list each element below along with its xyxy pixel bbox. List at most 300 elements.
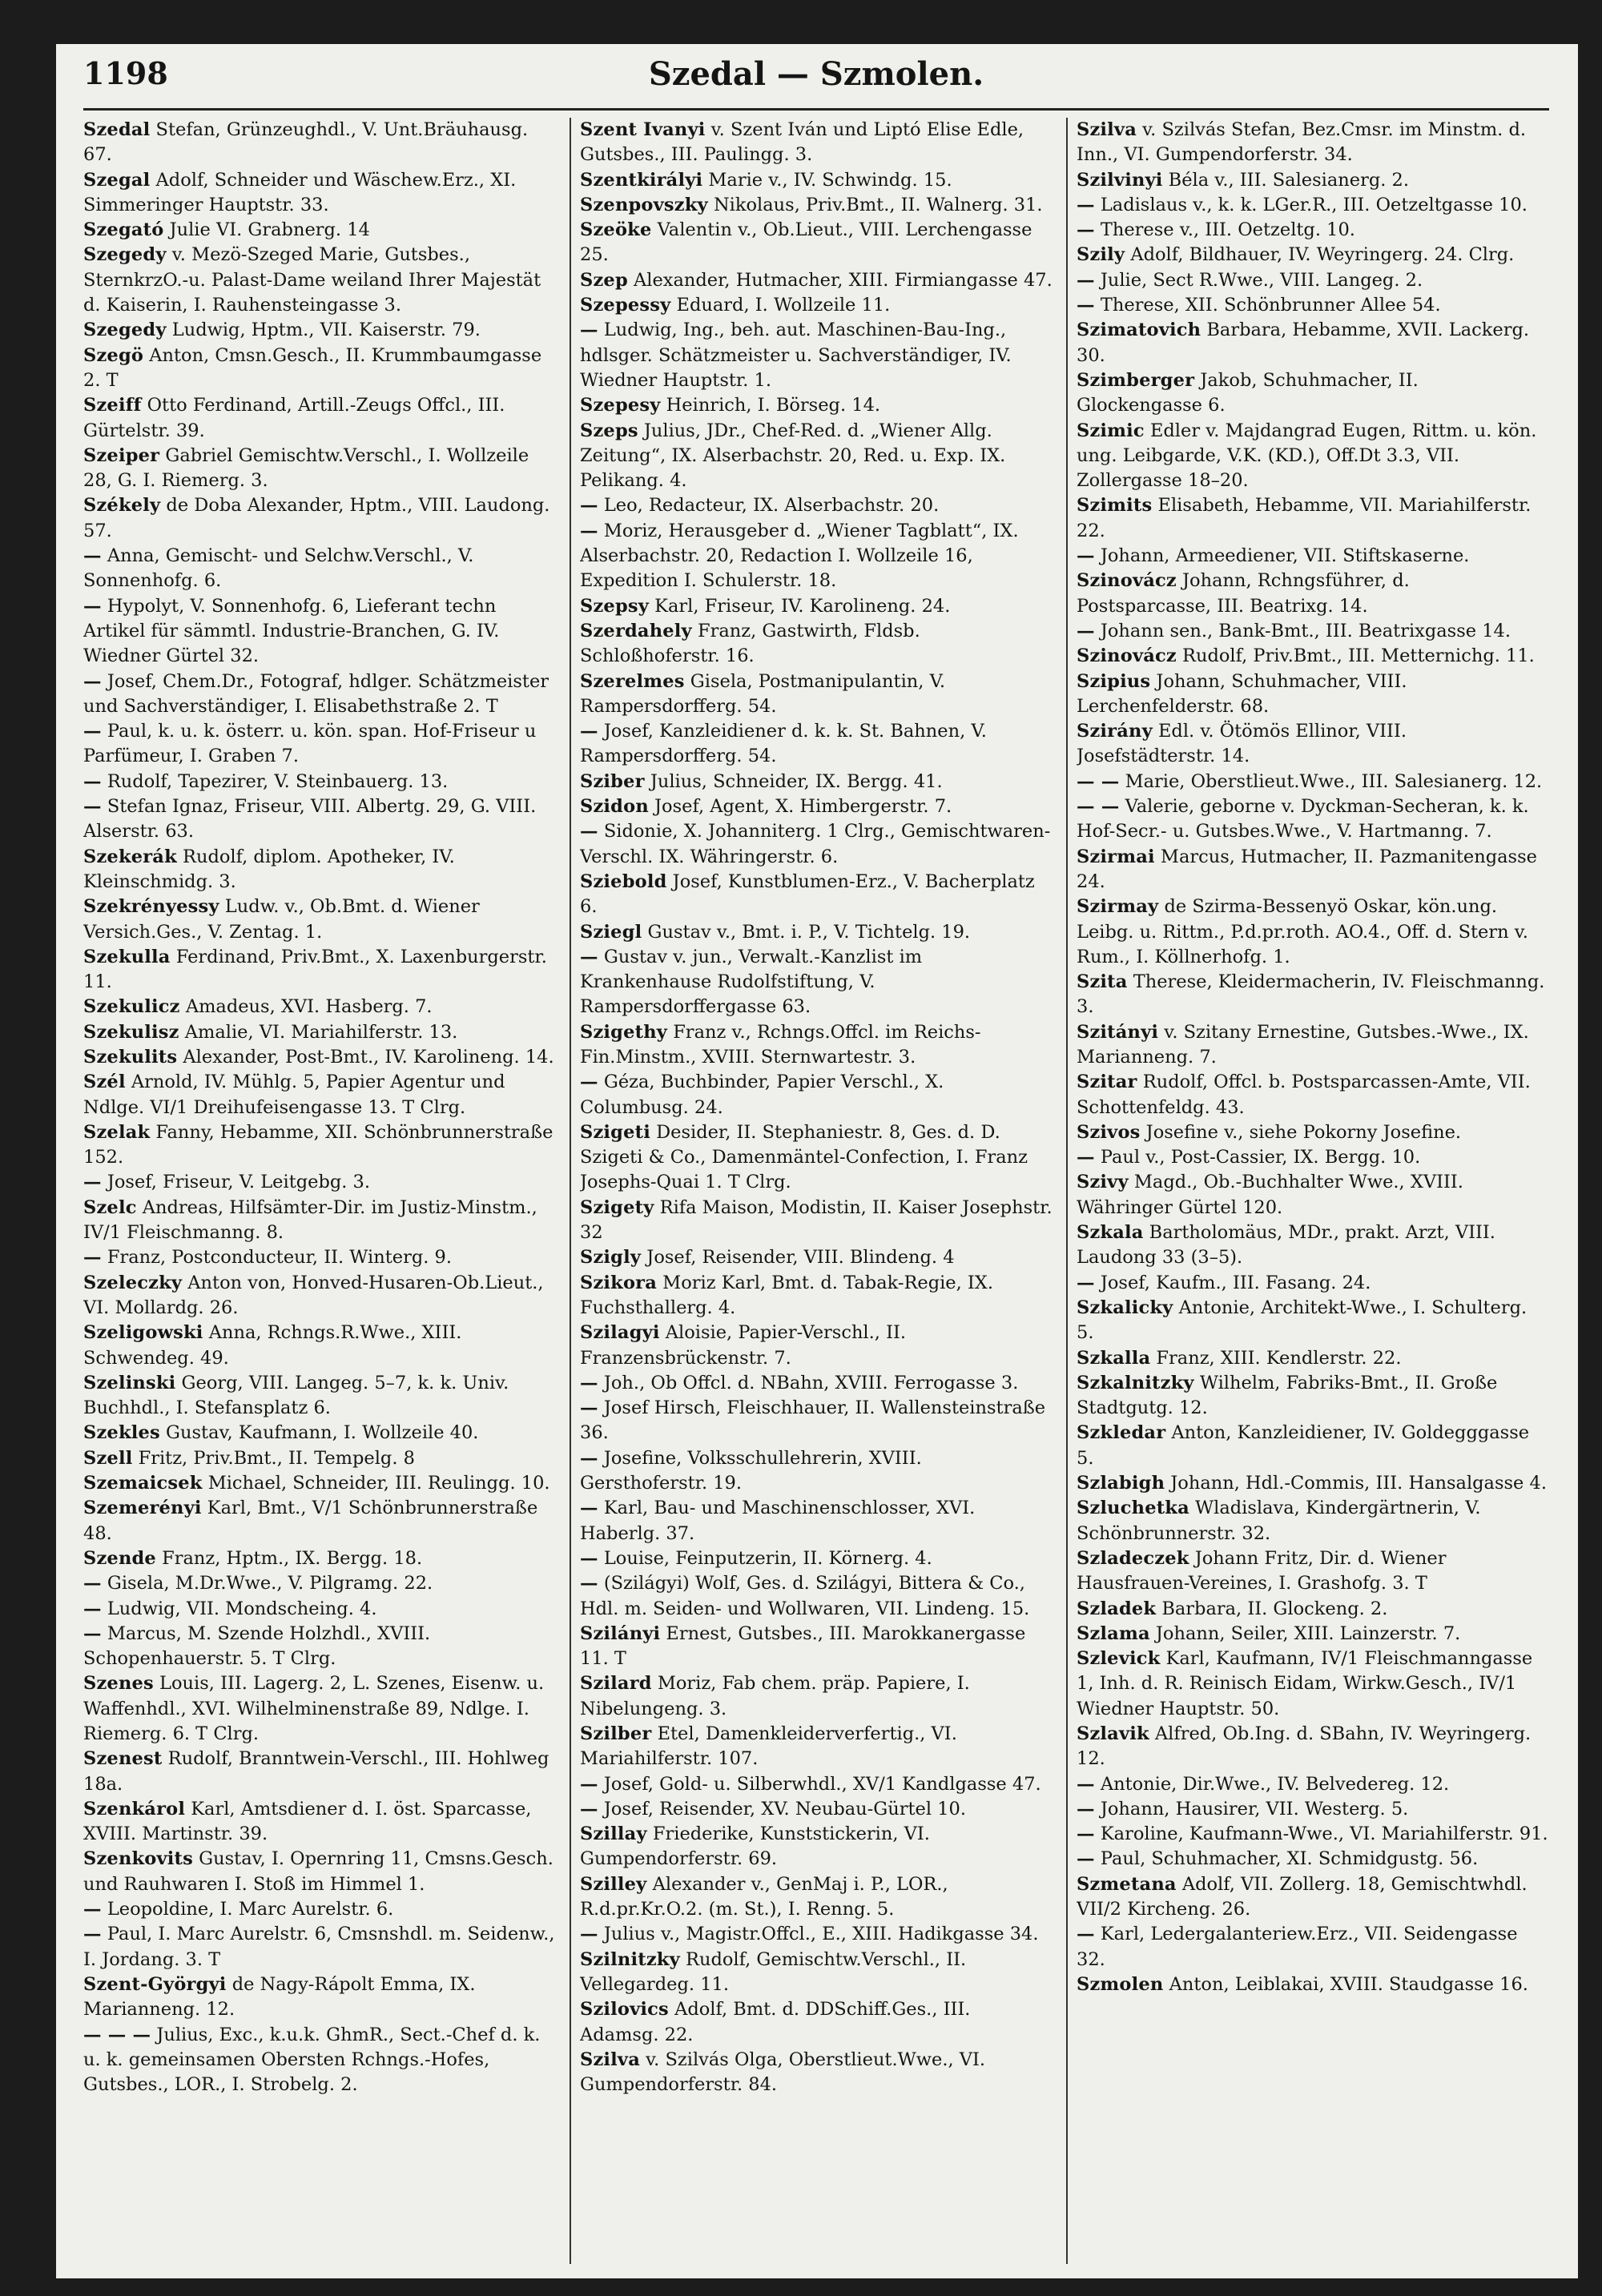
entry-surname: — [1077, 1924, 1095, 1945]
directory-entry [1077, 1972, 1549, 1997]
directory-entry [580, 870, 1053, 920]
directory-entry [1077, 1872, 1549, 1923]
entry-details: Gustav v. jun., Verwalt.-Kanzlist im Krankenhause Rudolfstiftung, V. Rampersdorffergasse 63. [580, 946, 923, 1018]
directory-entry [580, 770, 1053, 794]
entry-details: Josef, Reisender, VIII. Blindeng. 4 [641, 1247, 955, 1269]
entry-surname: Szimberger [1077, 369, 1195, 391]
entry-surname: — [580, 1072, 598, 1093]
directory-entry [580, 193, 1053, 218]
entry-surname: — [580, 1547, 598, 1569]
entry-details: Josef, Kaufm., III. Fasang. 24. [1094, 1272, 1371, 1293]
entry-details: Gustav v., Bmt. i. P., V. Tichtelg. 19. [642, 921, 971, 943]
directory-entry [580, 594, 1053, 619]
entry-surname: Szende [83, 1547, 156, 1569]
entry-surname: — [580, 1773, 598, 1795]
entry-details: Anton, Cmsn.Gesch., II. Krummbaumgasse 2. T [83, 344, 542, 391]
entry-surname: Szigety [580, 1196, 654, 1218]
directory-entry [1077, 1647, 1549, 1722]
entry-details: Aloisie, Papier-Verschl., II. Franzensbrückenstr. 7. [580, 1322, 907, 1369]
entry-details: Fanny, Hebamme, XII. Schönbrunnerstraße 152. [83, 1121, 553, 1168]
directory-entry [580, 293, 1053, 318]
entry-details: v. Szilvás Stefan, Bez.Cmsr. im Minstm. d. Inn., VI. Gumpendorferstr. 34. [1077, 119, 1527, 166]
directory-entry [1077, 669, 1549, 720]
directory-entry [83, 1045, 556, 1070]
directory-entry [580, 819, 1053, 870]
entry-details: Arnold, IV. Mühlg. 5, Papier Agentur und Ndlge. VI/1 Dreihufeisengasse 13. T Clrg. [83, 1072, 505, 1118]
entry-details: Johann Fritz, Dir. d. Wiener Hausfrauen-Vereines, I. Grashofg. 3. T [1077, 1547, 1447, 1594]
directory-entry [83, 1321, 556, 1371]
directory-entry [580, 218, 1053, 268]
directory-entry [1077, 1020, 1549, 1071]
entry-details: Moriz Karl, Bmt. d. Tabak-Regie, IX. Fuchsthallerg. 4. [580, 1272, 993, 1318]
entry-details: Michael, Schneider, III. Reulingg. 10. [202, 1473, 550, 1494]
entry-details: Julius, JDr., Chef-Red. d. „Wiener Allg. Zeitung“, IX. Alserbachstr. 20, Red. u. Exp. IX. Pelikang. 4. [580, 420, 1006, 492]
entry-surname: — [83, 1924, 102, 1945]
entry-surname: — [580, 1924, 598, 1945]
directory-entry [1077, 845, 1549, 895]
directory-entry [83, 493, 556, 544]
entry-details: Therese v., III. Oetzeltg. 10. [1094, 219, 1355, 241]
entry-surname: Szlama [1077, 1622, 1150, 1644]
directory-entry [580, 1120, 1053, 1196]
directory-entry [83, 2023, 556, 2098]
entry-details: Johann, Hdl.-Commis, III. Hansalgasse 4. [1165, 1473, 1547, 1494]
entry-surname: Szigly [580, 1247, 642, 1269]
entry-surname: Szmetana [1077, 1873, 1177, 1895]
entry-details: Alexander v., GenMaj i. P., LOR., R.d.pr.Kr.O.2. (m. St.), I. Renng. 5. [580, 1873, 948, 1920]
entry-surname: — [580, 721, 598, 742]
directory-entry [83, 669, 556, 720]
directory-entry [83, 544, 556, 594]
entry-surname: Szkledar [1077, 1422, 1166, 1444]
entry-details: Gisela, M.Dr.Wwe., V. Pilgramg. 22. [101, 1573, 433, 1594]
entry-surname: — [1077, 1824, 1095, 1845]
directory-entry [1077, 1847, 1549, 1872]
directory-entry [83, 1847, 556, 1897]
entry-surname: Szegal [83, 169, 151, 191]
directory-entry [1077, 1772, 1549, 1797]
directory-entry [83, 1446, 556, 1471]
entry-details: Elisabeth, Hebamme, VII. Mariahilferstr. 22. [1077, 495, 1532, 541]
directory-entry [580, 419, 1053, 494]
entry-details: Josef, Agent, X. Himbergerstr. 7. [648, 796, 952, 818]
directory-entry [83, 845, 556, 895]
entry-surname: — [83, 1573, 102, 1594]
directory-entry [580, 1997, 1053, 2048]
directory-entry [580, 393, 1053, 418]
entry-surname: Szekles [83, 1422, 160, 1444]
entry-details: de Doba Alexander, Hptm., VIII. Laudong. 57. [83, 495, 550, 541]
entry-details: Adolf, Bildhauer, IV. Weyringerg. 24. Clrg. [1125, 244, 1515, 266]
entry-surname: Szekulicz [83, 996, 180, 1018]
directory-entry [83, 1922, 556, 1972]
entry-details: Edler v. Majdangrad Eugen, Rittm. u. kön. ung. Leibgarde, V.K. (KD.), Off.Dt 3.3, VII. Zollergasse 18–20. [1077, 420, 1537, 492]
entry-surname: Szél [83, 1072, 126, 1093]
column-1 [83, 118, 556, 2264]
directory-entry [1077, 794, 1549, 845]
entry-surname: Szegató [83, 219, 164, 241]
entry-surname: Szlevick [1077, 1648, 1161, 1670]
entry-details: Bartholomäus, MDr., prakt. Arzt, VIII. Laudong 33 (3–5). [1077, 1222, 1495, 1269]
entry-surname: — — — [83, 2024, 151, 2045]
entry-surname: Szekulits [83, 1046, 178, 1068]
entry-details: Moriz, Fab chem. präp. Papiere, I. Nibelungeng. 3. [580, 1673, 970, 1719]
entry-details: v. Mezö-Szeged Marie, Gutsbes., SternkrzO.-u. Palast-Dame weiland Ihrer Majestät d. Kaiserin, I. Rauhensteingasse 3. [83, 244, 541, 316]
entry-surname: Szenest [83, 1748, 163, 1770]
entry-surname: — [83, 1598, 102, 1619]
entry-details: Rudolf, Branntwein-Verschl., III. Hohlweg 18a. [83, 1748, 549, 1795]
entry-details: Paul, I. Marc Aurelstr. 6, Cmsnshdl. m. Seidenw., I. Jordang. 3. T [83, 1924, 555, 1970]
directory-entry [83, 945, 556, 995]
entry-surname: Szilnitzky [580, 1948, 680, 1970]
entry-surname: — [580, 1498, 598, 1519]
directory-entry [83, 1797, 556, 1848]
entry-details: Franz, XIII. Kendlerstr. 22. [1150, 1347, 1402, 1369]
entry-details: Stefan Ignaz, Friseur, VIII. Albertg. 29, G. VIII. Alserstr. 63. [83, 796, 537, 842]
entry-details: Barbara, Hebamme, XVII. Lackerg. 30. [1077, 320, 1530, 366]
entry-surname: Szilber [580, 1723, 652, 1744]
directory-entry [1077, 1722, 1549, 1772]
entry-surname: — [83, 721, 102, 742]
directory-entry [1077, 719, 1549, 770]
entry-details: Rudolf, Priv.Bmt., III. Metternichg. 11. [1176, 645, 1535, 667]
entry-details: Valentin v., Ob.Lieut., VIII. Lerchengasse 25. [580, 219, 1032, 266]
entry-details: Desider, II. Stephaniestr. 8, Ges. d. D. Szigeti & Co., Damenmäntel-Confection, I. Franz Josephs-Quai 1. T Clrg. [580, 1121, 1028, 1193]
entry-details: Wilhelm, Fabriks-Bmt., II. Große Stadtgutg. 12. [1077, 1372, 1498, 1419]
entry-details: Julie, Sect R.Wwe., VIII. Langeg. 2. [1094, 269, 1423, 291]
entry-details: Rudolf, Tapezirer, V. Steinbauerg. 13. [101, 770, 449, 792]
directory-entry [83, 1671, 556, 1747]
directory-entry [580, 1872, 1053, 1923]
entry-surname: Szirány [1077, 721, 1153, 742]
directory-entry [1077, 1471, 1549, 1496]
directory-entry [83, 243, 556, 318]
entry-surname: Szimic [1077, 420, 1145, 441]
directory-entry [1077, 193, 1549, 218]
entry-surname: Szeiper [83, 444, 160, 466]
directory-entry [83, 594, 556, 669]
directory-entry [1077, 1496, 1549, 1546]
entry-surname: — [1077, 620, 1095, 641]
entry-details: Anna, Rchngs.R.Wwe., XIII. Schwendeg. 49. [83, 1322, 462, 1369]
entry-surname: — [83, 796, 102, 818]
entry-details: Friederike, Kunststickerin, VI. Gumpendorferstr. 69. [580, 1824, 930, 1870]
entry-surname: — [580, 495, 598, 517]
directory-entry [1077, 1296, 1549, 1346]
directory-entry [83, 218, 556, 243]
entry-details: Jakob, Schuhmacher, II. Glockengasse 6. [1077, 369, 1419, 416]
entry-details: Hypolyt, V. Sonnenhofg. 6, Lieferant techn Artikel für sämmtl. Industrie-Branchen, G. IV. Wiedner Gürtel 32. [83, 595, 500, 667]
directory-entry [580, 1196, 1053, 1246]
entry-details: Adolf, Bmt. d. DDSchiff.Ges., III. Adamsg. 22. [580, 1999, 971, 2045]
entry-details: Alexander, Post-Bmt., IV. Karolineng. 14. [177, 1046, 554, 1068]
entry-surname: Szenkovits [83, 1848, 193, 1870]
entry-surname: Szilányi [580, 1622, 661, 1644]
entry-details: Julius, Schneider, IX. Bergg. 41. [644, 770, 943, 792]
entry-details: Nikolaus, Priv.Bmt., II. Walnerg. 31. [707, 194, 1043, 215]
entry-details: Edl. v. Ötömös Ellinor, VIII. Josefstädterstr. 14. [1077, 721, 1407, 767]
directory-entry [1077, 1922, 1549, 1972]
entry-surname: Szep [580, 269, 628, 291]
directory-entry [580, 1245, 1053, 1270]
directory-entry [1077, 1797, 1549, 1822]
entry-surname: Szimits [1077, 495, 1153, 517]
directory-entry [580, 1496, 1053, 1546]
entry-details: Moriz, Herausgeber d. „Wiener Tagblatt“, IX. Alserbachstr. 20, Redaction I. Wollzeile 16, Expedition I. Schulerstr. 18. [580, 520, 1019, 592]
entry-surname: — [1077, 1272, 1095, 1293]
entry-details: v. Szilvás Olga, Oberstlieut.Wwe., VI. Gumpendorferstr. 84. [580, 2049, 986, 2096]
entry-surname: Szitar [1077, 1072, 1137, 1093]
entry-surname: Szidon [580, 796, 649, 818]
entry-details: Josefine, Volksschullehrerin, XVIII. Gersthoferstr. 19. [580, 1447, 922, 1494]
entry-surname: Szinovácz [1077, 645, 1177, 667]
directory-entry [580, 268, 1053, 293]
entry-surname: Szentkirályi [580, 169, 703, 191]
page-title: Szedal — Szmolen. [648, 55, 984, 93]
directory-entry [83, 393, 556, 444]
entry-details: v. Szent Iván und Liptó Elise Edle, Gutsbes., III. Paulingg. 3. [580, 119, 1024, 166]
entry-surname: Szilovics [580, 1999, 669, 2021]
entry-surname: Szigethy [580, 1021, 668, 1043]
directory-entry [1077, 1120, 1549, 1145]
entry-surname: — [1077, 219, 1095, 241]
entry-details: Johann, Armeediener, VII. Stiftskaserne. [1094, 545, 1470, 567]
directory-entry [83, 1170, 556, 1195]
directory-entry [580, 669, 1053, 720]
entry-surname: Szigeti [580, 1121, 650, 1143]
entry-surname: Szilva [580, 2049, 640, 2070]
entry-surname: Szegedy [83, 320, 167, 341]
entry-surname: — [580, 946, 598, 967]
entry-details: Karoline, Kaufmann-Wwe., VI. Mariahilferstr. 91. [1094, 1824, 1548, 1845]
entry-surname: Szell [83, 1447, 133, 1469]
entry-surname: Szkalicky [1077, 1297, 1173, 1318]
directory-entry [83, 118, 556, 168]
entry-surname: Szimatovich [1077, 320, 1202, 341]
directory-entry [1077, 1145, 1549, 1170]
entry-details: Heinrich, I. Börseg. 14. [660, 395, 881, 416]
entry-details: Leo, Redacteur, IX. Alserbachstr. 20. [598, 495, 940, 517]
entry-surname: Szerdahely [580, 620, 692, 641]
entry-surname: Szenkárol [83, 1798, 186, 1820]
entry-surname: Szluchetka [1077, 1498, 1189, 1519]
entry-details: Karl, Bmt., V/1 Schönbrunnerstraße 48. [83, 1498, 538, 1544]
entry-surname: Szepesy [580, 395, 661, 416]
entry-details: Franz, Gastwirth, Fldsb. Schloßhoferstr. 16. [580, 620, 920, 667]
entry-details: Gisela, Postmanipulantin, V. Rampersdorfferg. 54. [580, 670, 946, 717]
directory-page [56, 44, 1578, 2278]
entry-details: Adolf, VII. Zollerg. 18, Gemischtwhdl. VII/2 Kircheng. 26. [1077, 1873, 1528, 1920]
directory-entry [83, 344, 556, 394]
directory-entry [83, 1020, 556, 1045]
directory-entry [580, 519, 1053, 594]
directory-entry [83, 1496, 556, 1546]
entry-surname: — [1077, 1798, 1095, 1820]
directory-entry [580, 945, 1053, 1020]
directory-entry [83, 1471, 556, 1496]
entry-surname: Szilvinyi [1077, 169, 1163, 191]
entry-details: Ferdinand, Priv.Bmt., X. Laxenburgerstr. 11. [83, 946, 547, 993]
entry-surname: Szmolen [1077, 1973, 1164, 1995]
directory-entry [1077, 569, 1549, 619]
directory-entry [83, 168, 556, 219]
entry-surname: Szlabigh [1077, 1473, 1165, 1494]
directory-entry [580, 318, 1053, 393]
entry-surname: Szenpovszky [580, 194, 708, 215]
entry-surname: — [83, 545, 102, 567]
entry-details: Wladislava, Kindergärtnerin, V. Schönbrunnerstr. 32. [1077, 1498, 1481, 1544]
entry-surname: Szilva [1077, 119, 1137, 140]
entry-surname: Székely [83, 495, 161, 517]
entry-details: Karl, Amtsdiener d. I. öst. Sparcasse, XVIII. Martinstr. 39. [83, 1798, 532, 1845]
directory-entry [1077, 1070, 1549, 1120]
entry-details: Eduard, I. Wollzeile 11. [670, 295, 891, 316]
directory-entry [1077, 1421, 1549, 1471]
entry-surname: Szekulla [83, 946, 171, 967]
directory-entry [580, 1922, 1053, 1947]
entry-details: Josef, Chem.Dr., Fotograf, hdlger. Schätzmeister und Sachverständiger, I. Elisabethstraße 2. T [83, 670, 549, 717]
entry-surname: Szepsy [580, 595, 650, 617]
page-header [83, 55, 1549, 103]
directory-entry [580, 619, 1053, 669]
entry-surname: — [1077, 295, 1095, 316]
entry-surname: — [1077, 1848, 1095, 1870]
directory-entry [580, 1321, 1053, 1371]
directory-entry [1077, 1822, 1549, 1847]
entry-details: Fritz, Priv.Bmt., II. Tempelg. 8 [132, 1447, 415, 1469]
entry-details: Anton von, Honved-Husaren-Ob.Lieut., VI. Mollardg. 26. [83, 1272, 544, 1318]
directory-entry [83, 1597, 556, 1622]
directory-entry [580, 1822, 1053, 1872]
directory-entry [580, 1571, 1053, 1622]
entry-surname: Szlavik [1077, 1723, 1149, 1744]
entry-surname: Szepessy [580, 295, 671, 316]
directory-entry [83, 1571, 556, 1596]
entry-details: de Nagy-Rápolt Emma, IX. Marianneng. 12. [83, 1973, 476, 2021]
entry-details: Rifa Maison, Modistin, II. Kaiser Josephstr. 32 [580, 1196, 1053, 1244]
entry-details: Paul v., Post-Cassier, IX. Bergg. 10. [1094, 1147, 1421, 1168]
entry-surname: Sziber [580, 770, 645, 792]
entry-surname: Szilagyi [580, 1322, 660, 1344]
directory-entry [1077, 293, 1549, 318]
entry-details: Barbara, II. Glockeng. 2. [1156, 1598, 1388, 1619]
entry-surname: Szedal [83, 119, 151, 140]
entry-details: Anton, Leiblakai, XVIII. Staudgasse 16. [1163, 1973, 1528, 1995]
directory-entry [83, 1747, 556, 1797]
entry-surname: Szelinski [83, 1372, 176, 1393]
entry-details: Karl, Bau- und Maschinenschlosser, XVI. Haberlg. 37. [580, 1498, 976, 1544]
entry-surname: Szegedy [83, 244, 167, 266]
entry-surname: Szirmay [1077, 896, 1159, 918]
directory-entry [83, 1371, 556, 1421]
entry-surname: Szemerényi [83, 1498, 202, 1519]
entry-details: Johann, Rchngsführer, d. Postsparcasse, III. Beatrixg. 14. [1077, 570, 1410, 617]
entry-details: Karl, Ledergalanteriew.Erz., VII. Seidengasse 32. [1077, 1924, 1518, 1970]
entry-surname: Szekrényessy [83, 896, 219, 918]
entry-surname: Szita [1077, 971, 1128, 993]
entry-details: Sidonie, X. Johanniterg. 1 Clrg., Gemischtwaren-Verschl. IX. Währingerstr. 6. [580, 821, 1051, 867]
directory-entry [580, 493, 1053, 518]
directory-entry [83, 318, 556, 343]
entry-surname: — [580, 1372, 598, 1393]
header-rule [83, 108, 1549, 111]
entry-details: Ludwig, Hptm., VII. Kaiserstr. 79. [166, 320, 481, 341]
entry-details: Julius v., Magistr.Offcl., E., XIII. Hadikgasse 34. [598, 1924, 1039, 1945]
directory-entry [1077, 1271, 1549, 1296]
entry-surname: — [83, 670, 102, 692]
entry-details: Louise, Feinputzerin, II. Körnerg. 4. [598, 1547, 932, 1569]
entry-details: (Szilágyi) Wolf, Ges. d. Szilágyi, Bittera & Co., Hdl. m. Seiden- und Wollwaren, VII. Lindeng. 15. [580, 1573, 1030, 1619]
entry-surname: Szkalla [1077, 1347, 1151, 1369]
entry-details: Josef, Reisender, XV. Neubau-Gürtel 10. [598, 1798, 966, 1820]
entry-surname: — [1077, 1773, 1095, 1795]
entry-details: Franz v., Rchngs.Offcl. im Reichs-Fin.Minstm., XVIII. Sternwartestr. 3. [580, 1021, 981, 1068]
directory-entry [580, 1722, 1053, 1772]
directory-entry [1077, 770, 1549, 794]
column-divider [570, 118, 571, 2264]
entry-surname: Szipius [1077, 670, 1151, 692]
directory-entry [580, 1371, 1053, 1396]
entry-surname: Szeöke [580, 219, 652, 241]
directory-entry [83, 1546, 556, 1571]
directory-entry [1077, 218, 1549, 243]
entry-details: Therese, XII. Schönbrunner Allee 54. [1094, 295, 1441, 316]
entry-surname: Szenes [83, 1673, 154, 1695]
entry-details: Ladislaus v., k. k. LGer.R., III. Oetzeltgasse 10. [1094, 194, 1528, 215]
entry-details: Julie VI. Grabnerg. 14 [163, 219, 370, 241]
column-3 [1077, 118, 1549, 2264]
entry-details: Paul, Schuhmacher, XI. Schmidgustg. 56. [1094, 1848, 1479, 1870]
directory-entry [1077, 1597, 1549, 1622]
entry-surname: Szegö [83, 344, 144, 366]
entry-details: Etel, Damenkleiderverfertig., VI. Mariahilferstr. 107. [580, 1723, 957, 1770]
entry-details: Therese, Kleidermacherin, IV. Fleischmanng. 3. [1077, 971, 1545, 1018]
directory-entry [83, 895, 556, 945]
entry-details: Alexander, Hutmacher, XIII. Firmiangasse 47. [627, 269, 1053, 291]
directory-entry [580, 920, 1053, 945]
entry-details: Magd., Ob.-Buchhalter Wwe., XVIII. Währinger Gürtel 120. [1077, 1172, 1463, 1218]
entry-surname: Szillay [580, 1824, 647, 1845]
directory-entry [83, 1245, 556, 1270]
entry-surname: Szemaicsek [83, 1473, 203, 1494]
directory-entry [1077, 970, 1549, 1020]
directory-entry [580, 794, 1053, 819]
directory-entry [83, 444, 556, 494]
directory-entry [1077, 268, 1549, 293]
directory-entry [580, 2048, 1053, 2098]
entry-surname: Szeps [580, 420, 638, 441]
entry-details: Josef, Friseur, V. Leitgebg. 3. [101, 1172, 371, 1193]
entry-details: Rudolf, Gemischtw.Verschl., II. Vellegardeg. 11. [580, 1948, 967, 1995]
entry-details: Antonie, Dir.Wwe., IV. Belvedereg. 12. [1094, 1773, 1450, 1795]
directory-entry [580, 1948, 1053, 1998]
entry-surname: — [1077, 1147, 1095, 1168]
entry-details: Louis, III. Lagerg. 2, L. Szenes, Eisenw. u. Waffenhdl., XVI. Wilhelminenstraße 89, Ndlge. I. Riemerg. 6. T Clrg. [83, 1673, 545, 1744]
entry-details: Otto Ferdinand, Artill.-Zeugs Offcl., III. Gürtelstr. 39. [83, 395, 505, 441]
entry-surname: — [580, 821, 598, 842]
directory-entry [580, 1271, 1053, 1321]
entry-details: Anton, Kanzleidiener, IV. Goldegggasse 5. [1077, 1422, 1530, 1469]
entry-details: Josef, Gold- u. Silberwhdl., XV/1 Kandlgasse 47. [598, 1773, 1041, 1795]
entry-details: Franz, Postconducteur, II. Winterg. 9. [101, 1247, 453, 1269]
entry-surname: — [580, 1447, 598, 1469]
entry-details: Gustav, I. Opernring 11, Cmsns.Gesch. und Rauhwaren I. Stoß im Himmel 1. [83, 1848, 553, 1895]
entry-details: Josef, Kunstblumen-Erz., V. Bacherplatz 6. [580, 871, 1035, 918]
directory-entry [580, 1396, 1053, 1446]
entry-details: Andreas, Hilfsämter-Dir. im Justiz-Minstm., IV/1 Fleischmanng. 8. [83, 1196, 537, 1244]
entry-surname: — [580, 1397, 598, 1419]
directory-entry [1077, 243, 1549, 267]
